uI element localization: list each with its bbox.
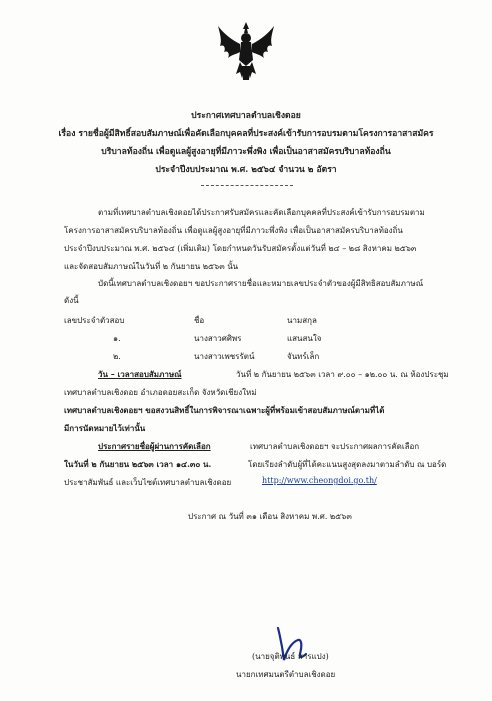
- reserve-line-1: เทศบาลตำบลเชิงดอยฯ ขอสงวนสิทธิ์ในการพิจารณาเฉพาะผู้ที่พร้อมเข้าสอบสัมภาษณ์ตามที่ได้: [64, 405, 385, 415]
- result-line-3: ประชาสัมพันธ์ และเว็บไซต์เทศบาลตำบลเชิงดอย: [64, 478, 232, 487]
- announce-date: ประกาศ ณ วันที่ ๓๑ เดือน สิงหาคม พ.ศ. ๒๕๖๓: [188, 512, 352, 521]
- result-line-2: โดยเรียงลำดับผู้ที่ได้คะแนนสูงสุดลงมาตามลำดับ ณ บอร์ด: [248, 460, 447, 469]
- interview-location: เทศบาลตำบลเชิงดอย อำเภอดอยสะเก็ด จังหวัดเชียงใหม่: [64, 388, 257, 397]
- result-label: ประกาศรายชื่อผู้ผ่านการคัดเลือก: [98, 441, 211, 451]
- announcement-org: ประกาศเทศบาลตำบลเชิงดอย: [191, 111, 301, 121]
- intro-line-3: ประจำปีงบประมาณ พ.ศ. ๒๕๖๔ (เพิ่มเติม) โดยกำหนดวันรับสมัครตั้งแต่วันที่ ๒๔ – ๒๘ สิงหาคม ๒๕๖๓: [64, 244, 417, 253]
- subject-line-3: ประจำปีงบประมาณ พ.ศ. ๒๕๖๔ จำนวน ๒ อัตรา: [155, 165, 337, 175]
- intro-line-6: ดังนี้: [64, 296, 79, 305]
- interview-label: วัน – เวลาสอบสัมภาษณ์: [98, 369, 182, 379]
- col-header-name: ชื่อ: [194, 316, 205, 325]
- col-header-surname: นามสกุล: [287, 316, 317, 325]
- garuda-emblem-icon: [216, 20, 276, 82]
- row-name: นางสาวเพชรรัตน์: [194, 352, 255, 361]
- result-line-1: เทศบาลตำบลเชิงดอยฯ จะประกาศผลการคัดเลือก: [250, 442, 420, 451]
- subject-line-2: บริบาลท้องถิ่น เพื่อดูแลผู้สูงอายุที่มีภาวะพึ่งพิง เพื่อเป็นอาสาสมัครบริบาลท้องถิ่น: [101, 147, 391, 157]
- intro-line-1: ตามที่เทศบาลตำบลเชิงดอยได้ประกาศรับสมัครและคัดเลือกบุคคลที่ประสงค์เข้ารับการอบรมตาม: [98, 208, 425, 217]
- row-number: ๑.: [113, 334, 121, 343]
- intro-line-5: บัดนี้เทศบาลตำบลเชิงดอยฯ ขอประกาศรายชื่อและหมายเลขประจำตัวของผู้มีสิทธิสอบสัมภาษณ์: [98, 279, 424, 288]
- header-divider: [201, 185, 293, 186]
- result-date: ในวันที่ ๒ กันยายน ๒๕๖๓ เวลา ๑๔.๓๐ น.: [64, 459, 212, 469]
- subject-line-1: เรื่อง รายชื่อผู้มีสิทธิ์สอบสัมภาษณ์เพื่อคัดเลือกบุคคลที่ประสงค์เข้ารับการอบรมตามโครงการอาสาสมัคร: [58, 129, 434, 139]
- col-header-number: เลขประจำตัวสอบ: [64, 316, 125, 325]
- intro-line-2: โครงการอาสาสมัครบริบาลท้องถิ่น เพื่อดูแลผู้สูงอายุที่มีภาวะพึ่งพิง เพื่อเป็นอาสาสมัครบริบาลท้องถิ่น: [64, 226, 403, 235]
- row-surname: แสนสนใจ: [287, 334, 322, 343]
- row-name: นางสาวศศิพร: [194, 334, 242, 343]
- website-link[interactable]: http://www.cheongdoi.go.th/: [262, 476, 377, 485]
- reserve-line-2: มีการนัดหมายไว้เท่านั้น: [64, 423, 146, 433]
- intro-line-4: และจัดสอบสัมภาษณ์ในวันที่ ๒ กันยายน ๒๕๖๓ นั้น: [64, 262, 239, 271]
- row-number: ๒.: [113, 352, 121, 361]
- interview-detail: วันที่ ๒ กันยายน ๒๕๖๓ เวลา ๙.๐๐ – ๑๒.๐๐ น. ณ ห้องประชุม: [236, 370, 449, 379]
- signer-name: (นายจุติพนธ์ สารแปง): [252, 652, 329, 661]
- row-surname: จันทร์เล็ก: [287, 352, 320, 361]
- signer-title: นายกเทศมนตรีตำบลเชิงดอย: [236, 670, 336, 679]
